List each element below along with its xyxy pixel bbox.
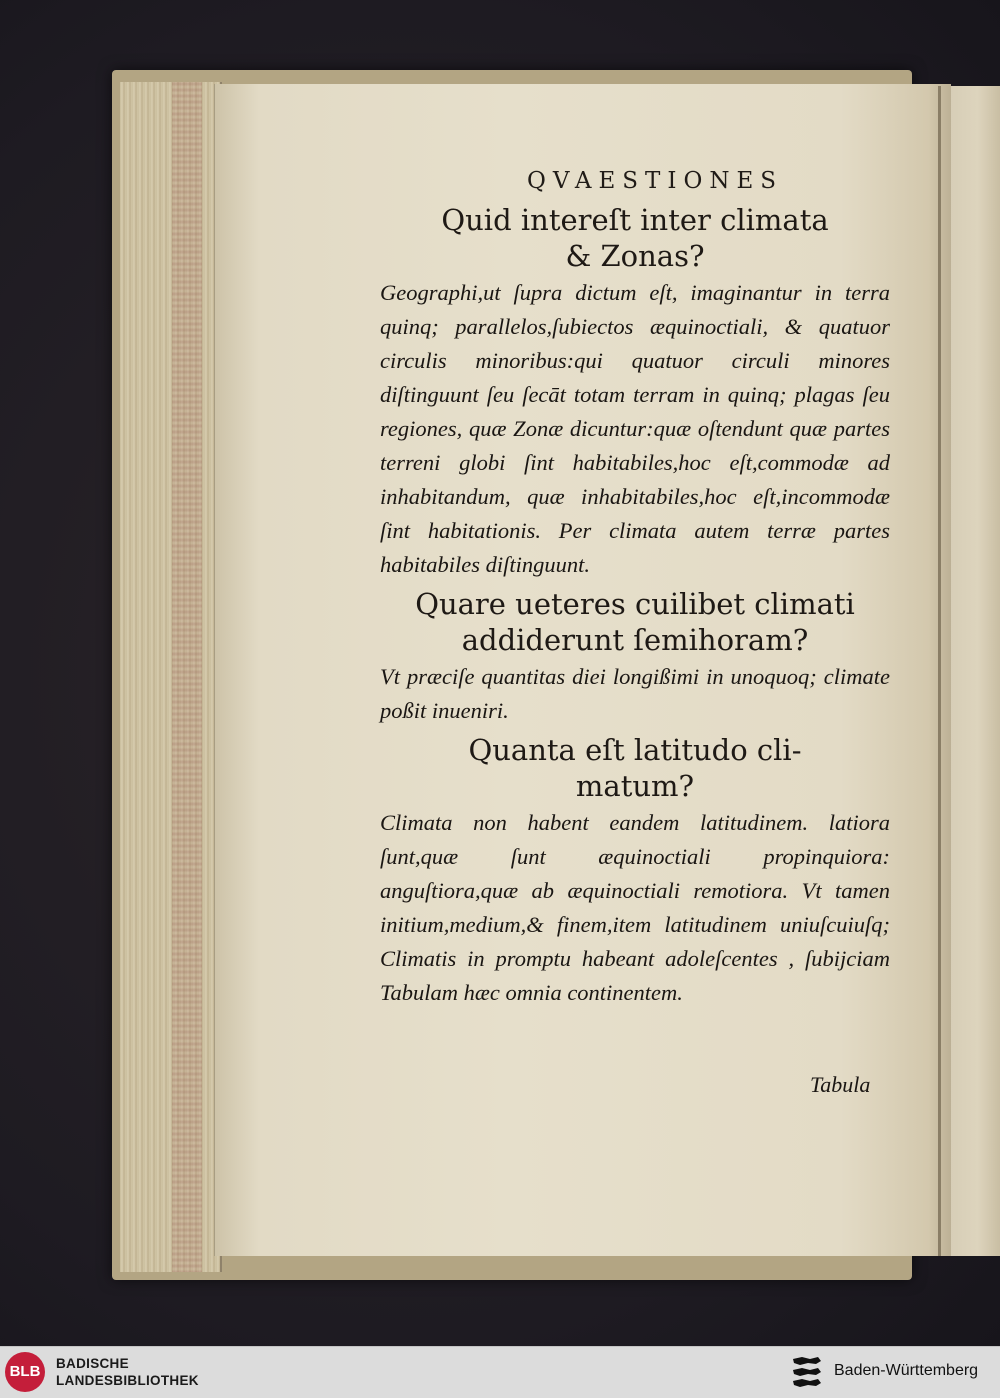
running-head: QVAESTIONES xyxy=(526,168,783,194)
page-edges xyxy=(120,82,222,1272)
heading-line: Quanta eſt latitudo cli- xyxy=(468,733,802,767)
section-heading xyxy=(380,202,890,274)
heading-line: addiderunt ſemihoram? xyxy=(461,623,809,657)
section-body: Climata non habent eandem latitudinem. latiora ſunt,quæ ſunt æquinoctiali propinquiora: anguſtiora,quæ ab æquinoctiali remotiora. Vt tamen initium,medium,& finem,item latitudinem uniuſcuiuſq; Climatis in promptu habeant adoleſcentes , ſubijciam Tabulam hæc omnia continentem. xyxy=(380,810,890,1005)
state-name[interactable]: Baden-Württemberg xyxy=(834,1362,979,1379)
section-heading xyxy=(380,732,890,804)
blb-logo[interactable]: BLB xyxy=(5,1352,45,1392)
section-heading xyxy=(380,586,890,658)
footer-bar xyxy=(0,1346,1000,1398)
library-name[interactable] xyxy=(56,1355,199,1389)
library-name-line1: BADISCHE xyxy=(56,1356,129,1371)
section-body: Geographi,ut ſupra dictum eſt, imaginantur in terra quinq; parallelos,ſubiectos æquinoctiali, & quatuor circulis minoribus:qui quatuor circuli minores diſtinguunt ſeu ſecāt totam terram in quinq; plagas ſeu regiones, quæ Zonæ dicuntur:quæ oſtendunt quæ partes terreni globi ſint habitabiles,hoc eſt,commodæ ad inhabitandum, quæ inhabitabiles,hoc eſt,incommodæ ſint habitationis. Per climata autem terræ partes habitabiles diſtinguunt. xyxy=(380,280,890,577)
heading-line: & Zonas? xyxy=(565,239,705,273)
catchword: Tabula xyxy=(810,1072,871,1097)
gutter xyxy=(938,86,941,1256)
heading-line: matum? xyxy=(575,769,695,803)
page-edge-tint xyxy=(172,82,202,1272)
page-text xyxy=(380,160,890,1014)
section-body: Vt præciſe quantitas diei longißimi in unoquoq; climate poßit inueniri. xyxy=(380,664,890,723)
facing-page-edge xyxy=(944,86,1000,1256)
heading-line: Quid intereſt inter climata xyxy=(441,203,829,237)
heading-line: Quare ueteres cuilibet climati xyxy=(415,587,855,621)
library-name-line2: LANDESBIBLIOTHEK xyxy=(56,1373,199,1388)
bw-lions-icon[interactable] xyxy=(790,1355,824,1391)
